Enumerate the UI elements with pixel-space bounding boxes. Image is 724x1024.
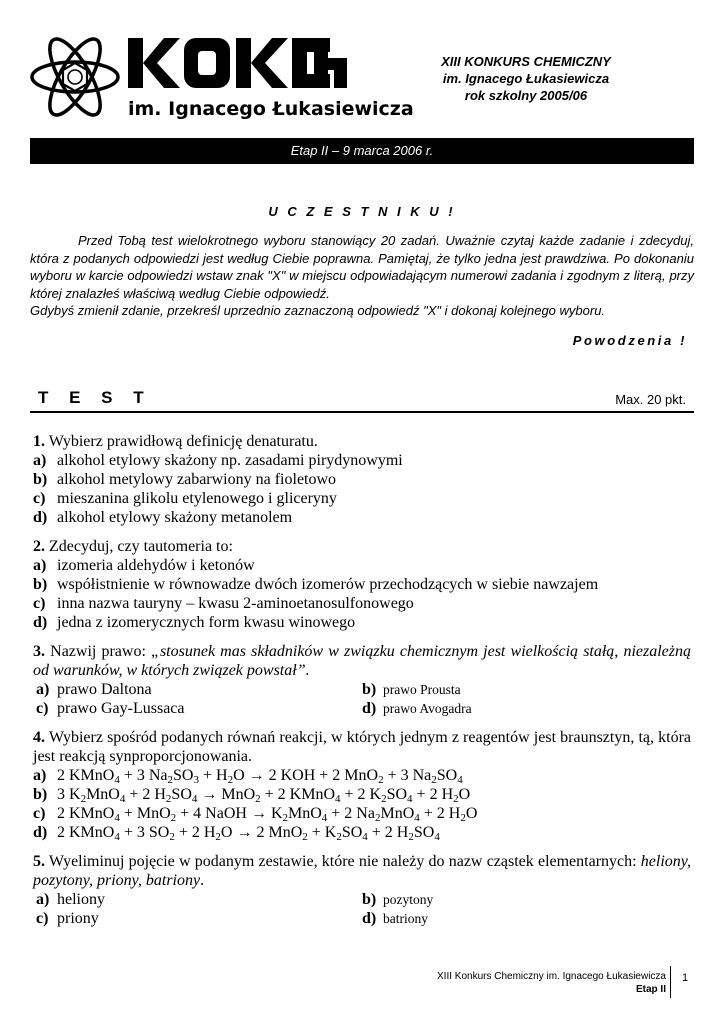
option-c[interactable]: c) mieszanina glikolu etylenowego i gliceryny [33, 490, 337, 507]
logo-subtitle: im. Ignacego Łukasiewicza [128, 98, 414, 120]
option-d[interactable]: d) prawo Avogadra [362, 700, 472, 717]
option-b[interactable]: b) 3 $K_2MnO_4 + 2$ $H_2SO_4 \to MnO_2 + 2$ KMnO$_4$ + 2 $K_2SO_4 + 2$ $H_2O$ [33, 786, 471, 805]
footer-contest: XIII Konkurs Chemiczny im. Ignacego Łukasiewicza [437, 971, 666, 982]
option-c[interactable]: c) prawo Gay-Lussaca [36, 700, 185, 717]
max-points: Max. 20 pkt. [615, 392, 686, 407]
option-b[interactable]: b) pozytony [362, 891, 434, 908]
option-b[interactable]: b) prawo Prousta [362, 681, 461, 698]
stage-banner: Etap II – 9 marca 2006 r. [30, 138, 694, 164]
question-3 [33, 642, 691, 718]
contest-patron: im. Ignacego Łukasiewicza [442, 71, 610, 86]
option-d[interactable]: d) batriony [362, 910, 428, 927]
section-divider [30, 411, 694, 413]
question-2 [33, 537, 691, 632]
kokch-logo [30, 30, 414, 125]
option-d[interactable]: d) jedna z izomerycznych form kwasu winowego [33, 614, 356, 631]
test-title: T E S T [38, 388, 152, 407]
instructions-paragraph-1: Przed Tobą test wielokrotnego wyboru stanowiący 20 zadań. Uważnie czytaj każde zadanie i zdecyduj, która z podanych odpowiedzi jest według Ciebie poprawna. Pamiętaj, że tylko jedna jest prawdziwa. Po dokonaniu wyboru w karcie odpowiedzi wstaw znak "X" w miejscu odpowiadającym numerowi zadania i zgodnym z literą, przy której znalazłeś właściwą według Ciebie odpowiedź. [30, 233, 694, 301]
option-b[interactable]: b) alkohol metylowy zabarwiony na fioletowo [33, 471, 337, 488]
option-c[interactable]: c) 2 KMnO$_4$ + MnO$_2$ + 4 NaOH → $K_2MnO_4 + 2$ $Na_2MnO_4 + 2$ $H_2O$ [33, 805, 478, 824]
option-d[interactable]: d) alkohol etylowy skażony metanolem [33, 509, 293, 526]
option-c[interactable]: c) priony [36, 910, 99, 927]
option-d[interactable]: d) 2 KMnO$_4$ + 3 $SO_2 + 2$ $H_2O \to 2$ $MnO_2 + K_2SO_4 + 2$ $H_2SO_4$ [33, 824, 440, 843]
question-5 [33, 852, 691, 928]
page-number: 1 [682, 972, 689, 984]
school-year: rok szkolny 2005/06 [464, 88, 588, 103]
question-text: 2. Zdecyduj, czy tautomeria to: [33, 538, 233, 555]
option-a[interactable]: a) alkohol etylowy skażony np. zasadami pirydynowymi [33, 452, 403, 469]
option-a[interactable]: a) 2 KMnO$_4$ + 3 $Na_2SO_3 + H_2O \to 2$ KOH + 2 MnO$_2$ + 3 $Na_2SO_4$ [33, 767, 463, 786]
participant-heading: U C Z E S T N I K U ! [268, 204, 456, 219]
footer-stage: Etap II [635, 984, 666, 995]
kokch-letters [128, 38, 347, 88]
footer-divider [670, 966, 671, 998]
contest-info [400, 53, 652, 104]
atom-benzene-icon [32, 32, 118, 121]
questions-list [33, 432, 691, 938]
option-a[interactable]: a) prawo Daltona [36, 681, 152, 698]
question-text: 1. Wybierz prawidłową definicję denaturatu. [33, 433, 318, 450]
question-text: 5. Wyeliminuj pojęcie w podanym zestawie, które nie należy do nazw cząstek elementarnych: heliony, pozytony, priony, batriony. [33, 853, 692, 889]
contest-title: XIII KONKURS CHEMICZNY [441, 54, 611, 69]
question-text: 4. Wybierz spośród podanych równań reakcji, w których jednym z reagentów jest braunsztyn, tą, która jest reakcją synproporcjonowania. [33, 729, 692, 765]
instructions-paragraph-2: Gdybyś zmienił zdanie, przekreśl uprzednio zaznaczoną odpowiedź "X" i dokonaj kolejnego wyboru. [30, 303, 606, 318]
option-a[interactable]: a) heliony [36, 891, 105, 908]
option-b[interactable]: b) współistnienie w równowadze dwóch izomerów przechodzących w siebie nawzajem [33, 576, 599, 593]
question-4 [33, 728, 691, 842]
good-luck: Powodzenia ! [572, 333, 687, 348]
question-1 [33, 432, 691, 527]
footer [437, 970, 666, 996]
question-text: 3. Nazwij prawo: „stosunek mas składników w związku chemicznym jest wielkością stałą, niezależną od warunków, w których związek powstał”. [33, 643, 691, 679]
instructions [30, 232, 694, 320]
option-a[interactable]: a) izomeria aldehydów i ketonów [33, 557, 255, 574]
option-c[interactable]: c) inna nazwa tauryny – kwasu 2-aminoetanosulfonowego [33, 595, 414, 612]
